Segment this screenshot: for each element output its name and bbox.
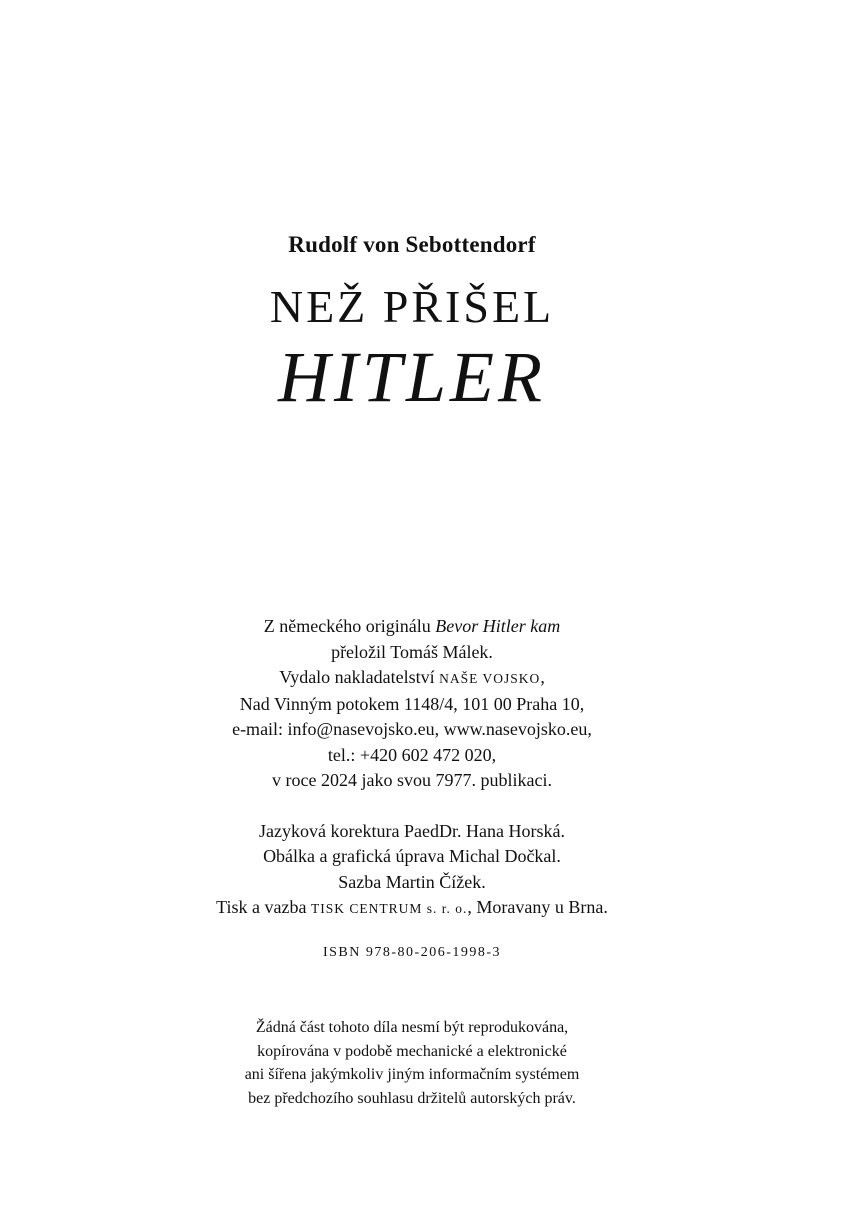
phone-line: tel.: +420 602 472 020, bbox=[327, 744, 497, 765]
rights-line-3: ani šířena jakýmkoliv jiným informačním systémem bbox=[244, 1066, 580, 1083]
proofreading-line: Jazyková korektura PaedDr. Hana Horská. bbox=[259, 820, 565, 841]
translator-line: přeložil Tomáš Málek. bbox=[331, 641, 493, 662]
rights-line-1: Žádná část tohoto díla nesmí být reprodukována, bbox=[255, 1019, 569, 1036]
book-title-line-2: HITLER bbox=[277, 337, 547, 417]
printer-name: TISK CENTRUM s. r. o. bbox=[310, 901, 468, 916]
book-title-line-1: NEŽ PŘIŠEL bbox=[269, 281, 555, 332]
rights-line-4: bez předchozího souhlasu držitelů autorských práv. bbox=[248, 1089, 576, 1107]
spacer bbox=[0, 794, 824, 819]
publisher-line bbox=[0, 665, 824, 692]
contact-line: e-mail: info@nasevojsko.eu, www.nasevojsko.eu, bbox=[232, 719, 592, 739]
original-title-line bbox=[0, 614, 824, 640]
imprint-block bbox=[0, 614, 824, 922]
original-title-prefix: Z německého originálu bbox=[263, 616, 436, 636]
author-name: Rudolf von Sebottendorf bbox=[288, 232, 536, 257]
cover-design-line: Obálka a grafická úprava Michal Dočkal. bbox=[263, 846, 561, 866]
address-line: Nad Vinným potokem 1148/4, 101 00 Praha 10, bbox=[239, 693, 585, 714]
rights-line-2: kopírována v podobě mechanické a elektronické bbox=[257, 1042, 567, 1060]
publication-note: v roce 2024 jako svou 7977. publikaci. bbox=[272, 770, 552, 790]
rights-notice bbox=[0, 1016, 824, 1110]
printer-suffix: , Moravany u Brna. bbox=[467, 897, 608, 917]
publisher-prefix: Vydalo nakladatelství bbox=[279, 667, 440, 687]
publisher-name: NAŠE VOJSKO bbox=[439, 671, 541, 686]
typesetting-line: Sazba Martin Čížek. bbox=[338, 871, 486, 892]
printer-prefix: Tisk a vazba bbox=[216, 897, 311, 917]
original-title: Bevor Hitler kam bbox=[435, 616, 561, 636]
publisher-suffix: , bbox=[540, 667, 545, 687]
printer-line bbox=[0, 895, 824, 922]
isbn: ISBN 978-80-206-1998-3 bbox=[322, 945, 502, 960]
